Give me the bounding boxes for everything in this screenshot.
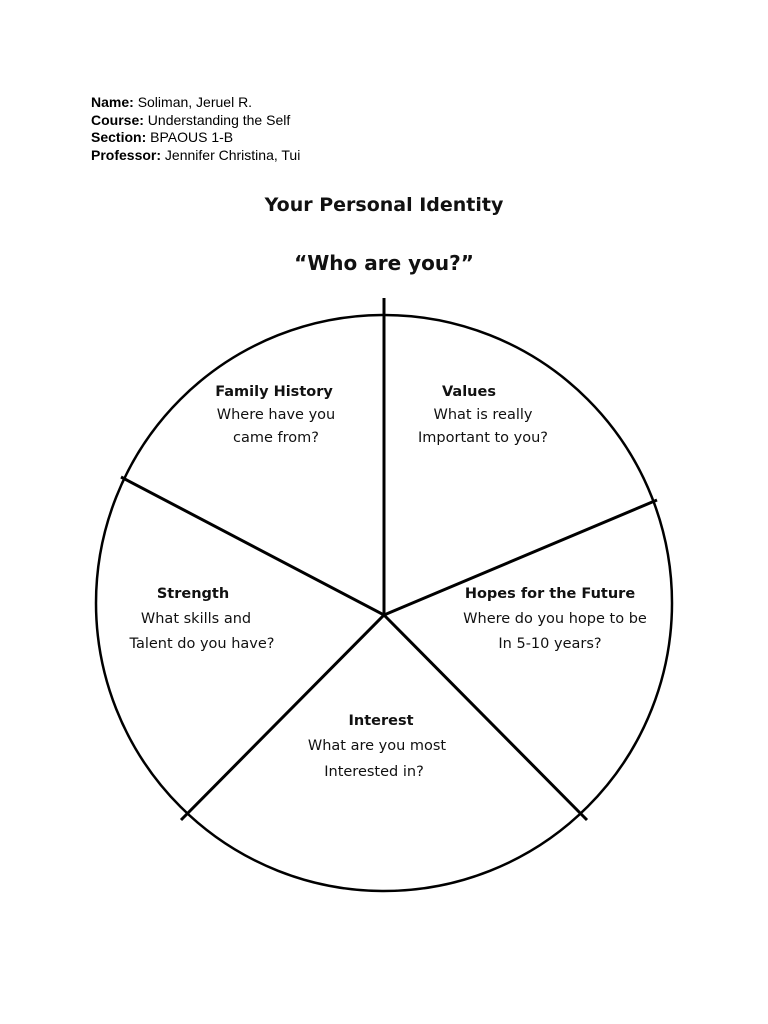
segment-strength-line-2: Talent do you have? — [129, 636, 275, 652]
segment-family-history — [215, 384, 335, 446]
segment-values-line-1: What is really — [433, 407, 533, 423]
segment-interest — [308, 713, 447, 780]
segment-family-history-heading: Family History — [215, 384, 333, 400]
segment-strength-heading: Strength — [156, 586, 230, 602]
section-value: BPAOUS 1-B — [150, 129, 234, 145]
professor-value: Jennifer Christina, Tui — [164, 146, 301, 163]
segment-values-line-2: Important to you? — [418, 430, 548, 446]
document-title: Your Personal Identity — [264, 194, 504, 216]
course-label: Course: — [91, 111, 144, 128]
segment-strength — [129, 586, 275, 652]
segment-values-heading: Values — [442, 384, 496, 400]
segment-strength-line-1: What skills and — [140, 611, 252, 627]
document-subtitle: “Who are you?” — [294, 251, 474, 275]
segment-hopes-heading: Hopes for the Future — [464, 586, 636, 602]
segment-family-history-line-1: Where have you — [216, 407, 336, 423]
section-label: Section: — [91, 129, 147, 145]
segment-interest-line-2: Interested in? — [324, 764, 424, 780]
name-label: Name: — [91, 94, 134, 110]
name-value: Soliman, Jeruel R. — [137, 94, 253, 110]
segment-hopes-for-the-future — [463, 586, 647, 652]
professor-label: Professor: — [91, 146, 162, 163]
segment-hopes-line-2: In 5-10 years? — [498, 636, 602, 652]
segment-values — [418, 384, 548, 446]
segment-hopes-line-1: Where do you hope to be — [463, 611, 647, 627]
course-value: Understanding the Self — [147, 111, 291, 128]
segment-family-history-line-2: came from? — [233, 430, 319, 446]
segment-interest-heading: Interest — [348, 713, 414, 729]
segment-interest-line-1: What are you most — [307, 738, 447, 754]
